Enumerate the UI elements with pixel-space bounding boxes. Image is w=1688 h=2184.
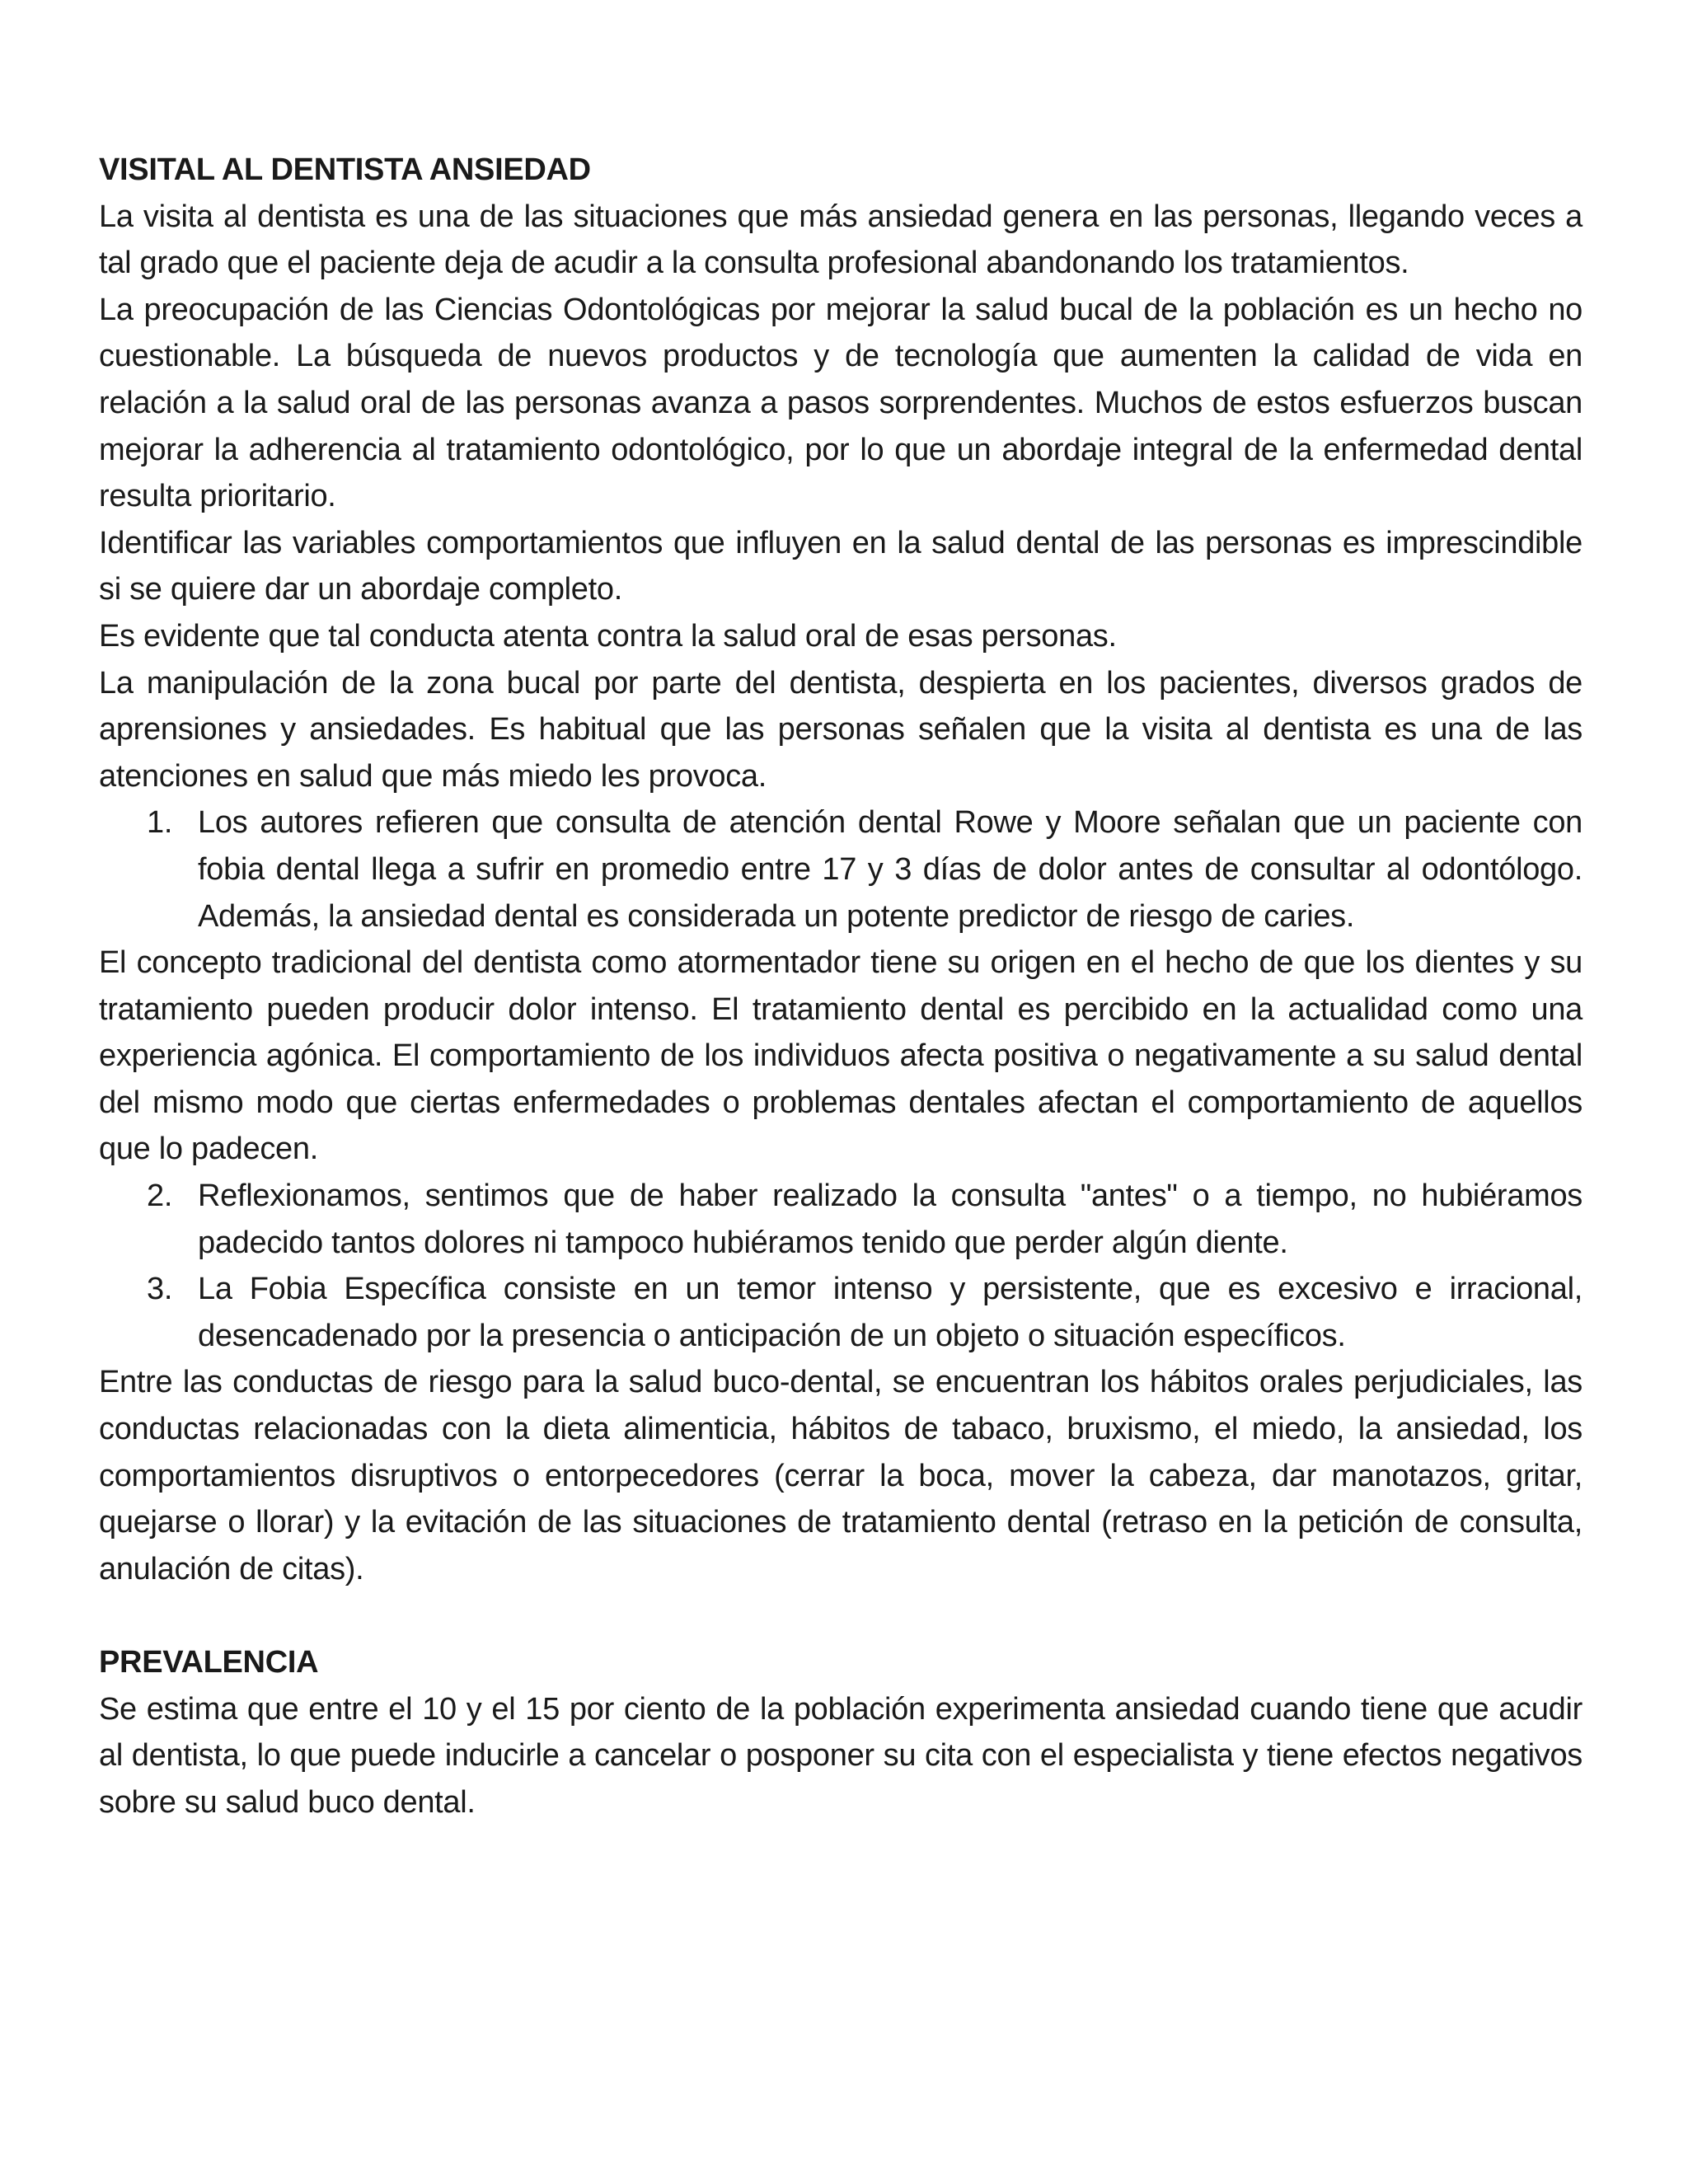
document-page: [99, 147, 1582, 1825]
blank-line: [99, 1592, 1582, 1639]
paragraph: La visita al dentista es una de las situaciones que más ansiedad genera en las personas, llegando veces a tal grado que el paciente deja de acudir a la consulta profesional abandonando los tratamientos.: [99, 199, 1582, 281]
paragraph: Se estima que entre el 10 y el 15 por ciento de la población experimenta ansiedad cuando tiene que acudir al dentista, lo que puede inducirle a cancelar o posponer su cita con el especialista y tiene efectos negativos sobre su salud buco dental.: [99, 1691, 1582, 1820]
section-title-prevalencia: PREVALENCIA: [99, 1645, 319, 1680]
list-number: 2.: [147, 1179, 173, 1214]
list-item: [99, 1266, 1582, 1359]
paragraph: Identificar las variables comportamientos que influyen en la salud dental de las personas es imprescindible si se quiere dar un abordaje completo.: [99, 525, 1582, 607]
numbered-list: [99, 799, 1582, 940]
numbered-list: [99, 1173, 1582, 1359]
list-number: 1.: [147, 805, 173, 841]
section-title-ansiedad: VISITAL AL DENTISTA ANSIEDAD: [99, 152, 591, 187]
paragraph: Entre las conductas de riesgo para la salud buco-dental, se encuentran los hábitos orales perjudiciales, las conductas relacionadas con la dieta alimenticia, hábitos de tabaco, bruxismo, el miedo, la ansiedad, los comportamientos disruptivos o entorpecedores (cerrar la boca, mover la cabeza, dar manotazos, gritar, quejarse o llorar) y la evitación de las situaciones de tratamiento dental (retraso en la petición de consulta, anulación de citas).: [99, 1365, 1582, 1586]
list-item-text: La Fobia Específica consiste en un temor intenso y persistente, que es excesivo e irracional, desencadenado por la presencia o anticipación de un objeto o situación específicos.: [198, 1272, 1582, 1353]
list-item: [99, 799, 1582, 940]
list-number: 3.: [147, 1272, 173, 1307]
paragraph: El concepto tradicional del dentista como atormentador tiene su origen en el hecho de que los dientes y su tratamiento pueden producir dolor intenso. El tratamiento dental es percibido en la actualidad como una experiencia agónica. El comportamiento de los individuos afecta positiva o negativamente a su salud dental del mismo modo que ciertas enfermedades o problemas dentales afectan el comportamiento de aquellos que lo padecen.: [99, 945, 1582, 1167]
list-item-text: Los autores refieren que consulta de atención dental Rowe y Moore señalan que un paciente con fobia dental llega a sufrir en promedio entre 17 y 3 días de dolor antes de consultar al odontólogo. Además, la ansiedad dental es considerada un potente predictor de riesgo de caries.: [198, 805, 1582, 934]
list-item-text: Reflexionamos, sentimos que de haber realizado la consulta "antes" o a tiempo, no hubiéramos padecido tantos dolores ni tampoco hubiéramos tenido que perder algún diente.: [198, 1179, 1582, 1260]
list-item: [99, 1173, 1582, 1266]
paragraph: La manipulación de la zona bucal por parte del dentista, despierta en los pacientes, diversos grados de aprensiones y ansiedades. Es habitual que las personas señalen que la visita al dentista es una de las atenciones en salud que más miedo les provoca.: [99, 665, 1582, 794]
paragraph: La preocupación de las Ciencias Odontológicas por mejorar la salud bucal de la población es un hecho no cuestionable. La búsqueda de nuevos productos y de tecnología que aumenten la calidad de vida en relación a la salud oral de las personas avanza a pasos sorprendentes. Muchos de estos esfuerzos buscan mejorar la adherencia al tratamiento odontológico, por lo que un abordaje integral de la enfermedad dental resulta prioritario.: [99, 292, 1582, 514]
paragraph: Es evidente que tal conducta atenta contra la salud oral de esas personas.: [99, 618, 1117, 654]
